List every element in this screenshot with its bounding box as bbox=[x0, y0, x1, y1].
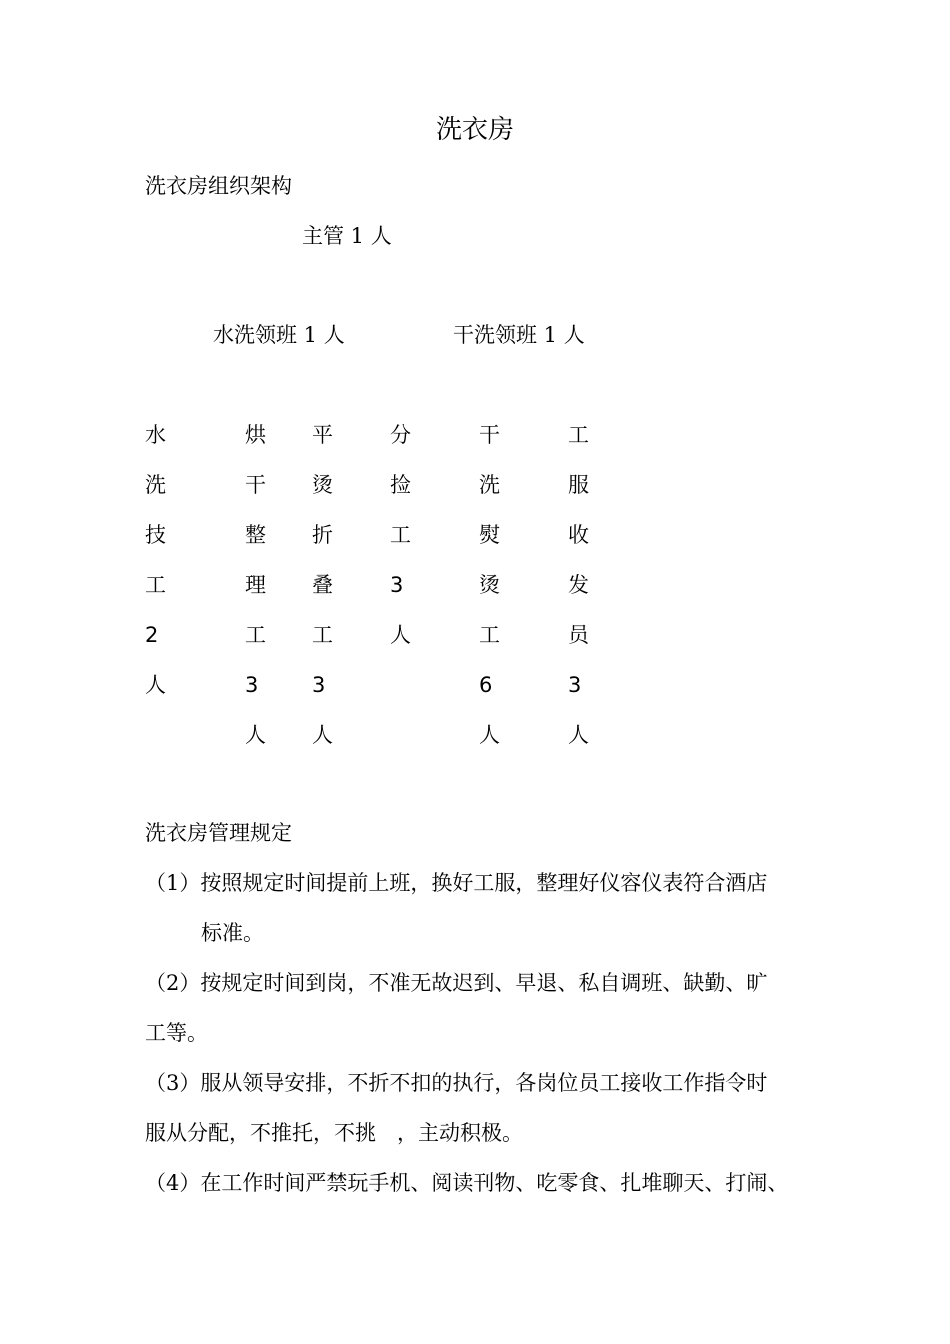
org-column-char: 叠 bbox=[312, 573, 333, 597]
org-column-char: 3 bbox=[568, 673, 582, 697]
org-column-sorter bbox=[390, 420, 430, 670]
org-column-char: 人 bbox=[312, 723, 333, 747]
org-column-char: 烫 bbox=[479, 573, 500, 597]
org-column-char: 工 bbox=[568, 423, 589, 447]
org-column-uniform-clerk bbox=[568, 420, 608, 770]
org-column-char: 6 bbox=[479, 673, 493, 697]
rule-2-line-1: （2）按规定时间到岗，不准无故迟到、早退、私自调班、缺勤、旷 bbox=[145, 971, 768, 995]
org-column-char: 3 bbox=[390, 573, 404, 597]
org-column-char: 熨 bbox=[479, 523, 500, 547]
org-column-char: 水 bbox=[145, 423, 166, 447]
org-column-char: 人 bbox=[245, 723, 266, 747]
org-column-char: 折 bbox=[312, 523, 333, 547]
rule-1-line-1: （1）按照规定时间提前上班，换好工服，整理好仪容仪表符合酒店 bbox=[145, 871, 768, 895]
org-lead-wash: 水洗领班 1 人 bbox=[213, 323, 345, 347]
org-column-char: 整 bbox=[245, 523, 266, 547]
org-column-char: 平 bbox=[312, 423, 333, 447]
org-column-char: 员 bbox=[568, 623, 589, 647]
org-column-char: 人 bbox=[390, 623, 411, 647]
org-column-char: 烫 bbox=[312, 473, 333, 497]
org-column-char: 洗 bbox=[479, 473, 500, 497]
org-column-dry-clean-iron bbox=[479, 420, 519, 770]
org-column-char: 干 bbox=[245, 473, 266, 497]
org-column-char: 烘 bbox=[245, 423, 266, 447]
org-top-supervisor: 主管 1 人 bbox=[302, 224, 392, 248]
rules-section-heading: 洗衣房管理规定 bbox=[145, 821, 292, 845]
org-column-char: 人 bbox=[568, 723, 589, 747]
org-column-char: 工 bbox=[312, 623, 333, 647]
org-column-char: 捡 bbox=[390, 473, 411, 497]
org-column-char: 理 bbox=[245, 573, 266, 597]
org-column-char: 收 bbox=[568, 523, 589, 547]
org-column-char: 3 bbox=[245, 673, 259, 697]
org-column-char: 人 bbox=[145, 673, 166, 697]
org-column-char: 发 bbox=[568, 573, 589, 597]
org-column-char: 洗 bbox=[145, 473, 166, 497]
org-column-char: 工 bbox=[245, 623, 266, 647]
org-column-char: 工 bbox=[390, 523, 411, 547]
org-column-char: 干 bbox=[479, 423, 500, 447]
org-column-char: 人 bbox=[479, 723, 500, 747]
rule-3-line-2: 服从分配，不推托，不挑 ，主动积极。 bbox=[145, 1121, 523, 1145]
rule-1-line-2: 标准。 bbox=[201, 921, 264, 945]
org-column-dry-finish bbox=[245, 420, 285, 770]
org-section-heading: 洗衣房组织架构 bbox=[145, 174, 292, 198]
org-column-char: 服 bbox=[568, 473, 589, 497]
org-column-char: 分 bbox=[390, 423, 411, 447]
org-column-char: 技 bbox=[145, 523, 166, 547]
org-column-wash-tech bbox=[145, 420, 185, 720]
org-column-press-fold bbox=[312, 420, 352, 770]
rule-4-line-1: （4）在工作时间严禁玩手机、阅读刊物、吃零食、扎堆聊天、打闹、 bbox=[145, 1171, 789, 1195]
org-column-char: 工 bbox=[479, 623, 500, 647]
org-column-char: 3 bbox=[312, 673, 326, 697]
org-lead-dry: 干洗领班 1 人 bbox=[453, 323, 585, 347]
rule-2-line-2: 工等。 bbox=[145, 1021, 208, 1045]
org-column-char: 工 bbox=[145, 573, 166, 597]
org-column-char: 2 bbox=[145, 623, 159, 647]
page-title: 洗衣房 bbox=[435, 115, 514, 145]
rule-3-line-1: （3）服从领导安排，不折不扣的执行，各岗位员工接收工作指令时 bbox=[145, 1071, 768, 1095]
